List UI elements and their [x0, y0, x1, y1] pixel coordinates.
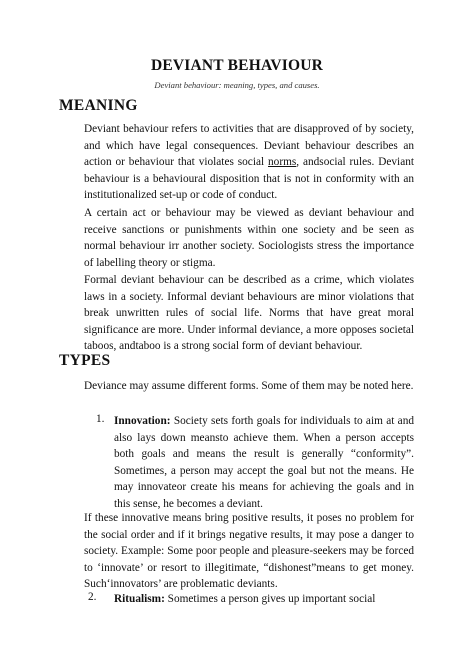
meaning-heading: MEANING [59, 97, 138, 114]
list-item-ritualism [114, 591, 414, 608]
meaning-p1-start: Deviant behaviour refers to activities that are disapproved of by society, and which have legal consequences. Deviant behaviour describes an action or behaviour that violates social [84, 123, 414, 169]
norms-link[interactable]: norms [268, 156, 297, 169]
list-number-1: 1. [96, 413, 105, 425]
types-intro: Deviance may assume different forms. Some of them may be noted here. [84, 380, 414, 392]
list-item-innovation [114, 413, 414, 513]
types-heading: TYPES [59, 352, 111, 369]
innovation-text: Society sets forth goals for individuals to aim at and also lays down meansto achieve them. When a person accepts both goals and means the result is generally “conformity”. Sometimes, a person may accept the goal but not the means. He may innovateor create his means for achieving the goals and in this sense, he becomes a deviant. [114, 415, 414, 510]
list-number-2: 2. [88, 591, 97, 603]
meaning-p1-end: , andsocial rules. Deviant behaviour is a behavioural disposition that is not in conformity with an institutionalized set-up or code of conduct. [84, 156, 414, 202]
ritualism-text: Sometimes a person gives up important social [164, 593, 376, 605]
meaning-paragraph-3: Formal deviant behaviour can be described as a crime, which violates laws in a society. Informal deviant behaviours are minor violations that break unwritten rules of social life. Norms that have great moral significance are more. Under informal deviance, a more opposes societal taboos, andtaboo is a strong social form of deviant behaviour. [84, 274, 414, 353]
types-paragraph-after-innovation: If these innovative means bring positive results, it poses no problem for the social order and if it brings negative results, it may pose a danger to society. Example: Some poor people and pleasure-seekers may be forced to ‘innovate’ or resort to illegitimate, “dishonest”means to get money. Such‘innovators’ are problematic deviants. [84, 512, 414, 591]
ritualism-label: Ritualism: [114, 593, 165, 605]
innovation-label: Innovation: [114, 415, 171, 427]
document-title: DEVIANT BEHAVIOUR [150, 57, 324, 74]
meaning-paragraph-1 [84, 121, 414, 204]
document-subtitle: Deviant behaviour: meaning, types, and causes. [154, 80, 320, 90]
meaning-paragraph-2: A certain act or behaviour may be viewed as deviant behaviour and receive sanctions or punishments within one society and be seen as normal behaviour irr another society. Sociologists stress the importance of labelling theory or stigma. [84, 207, 414, 269]
